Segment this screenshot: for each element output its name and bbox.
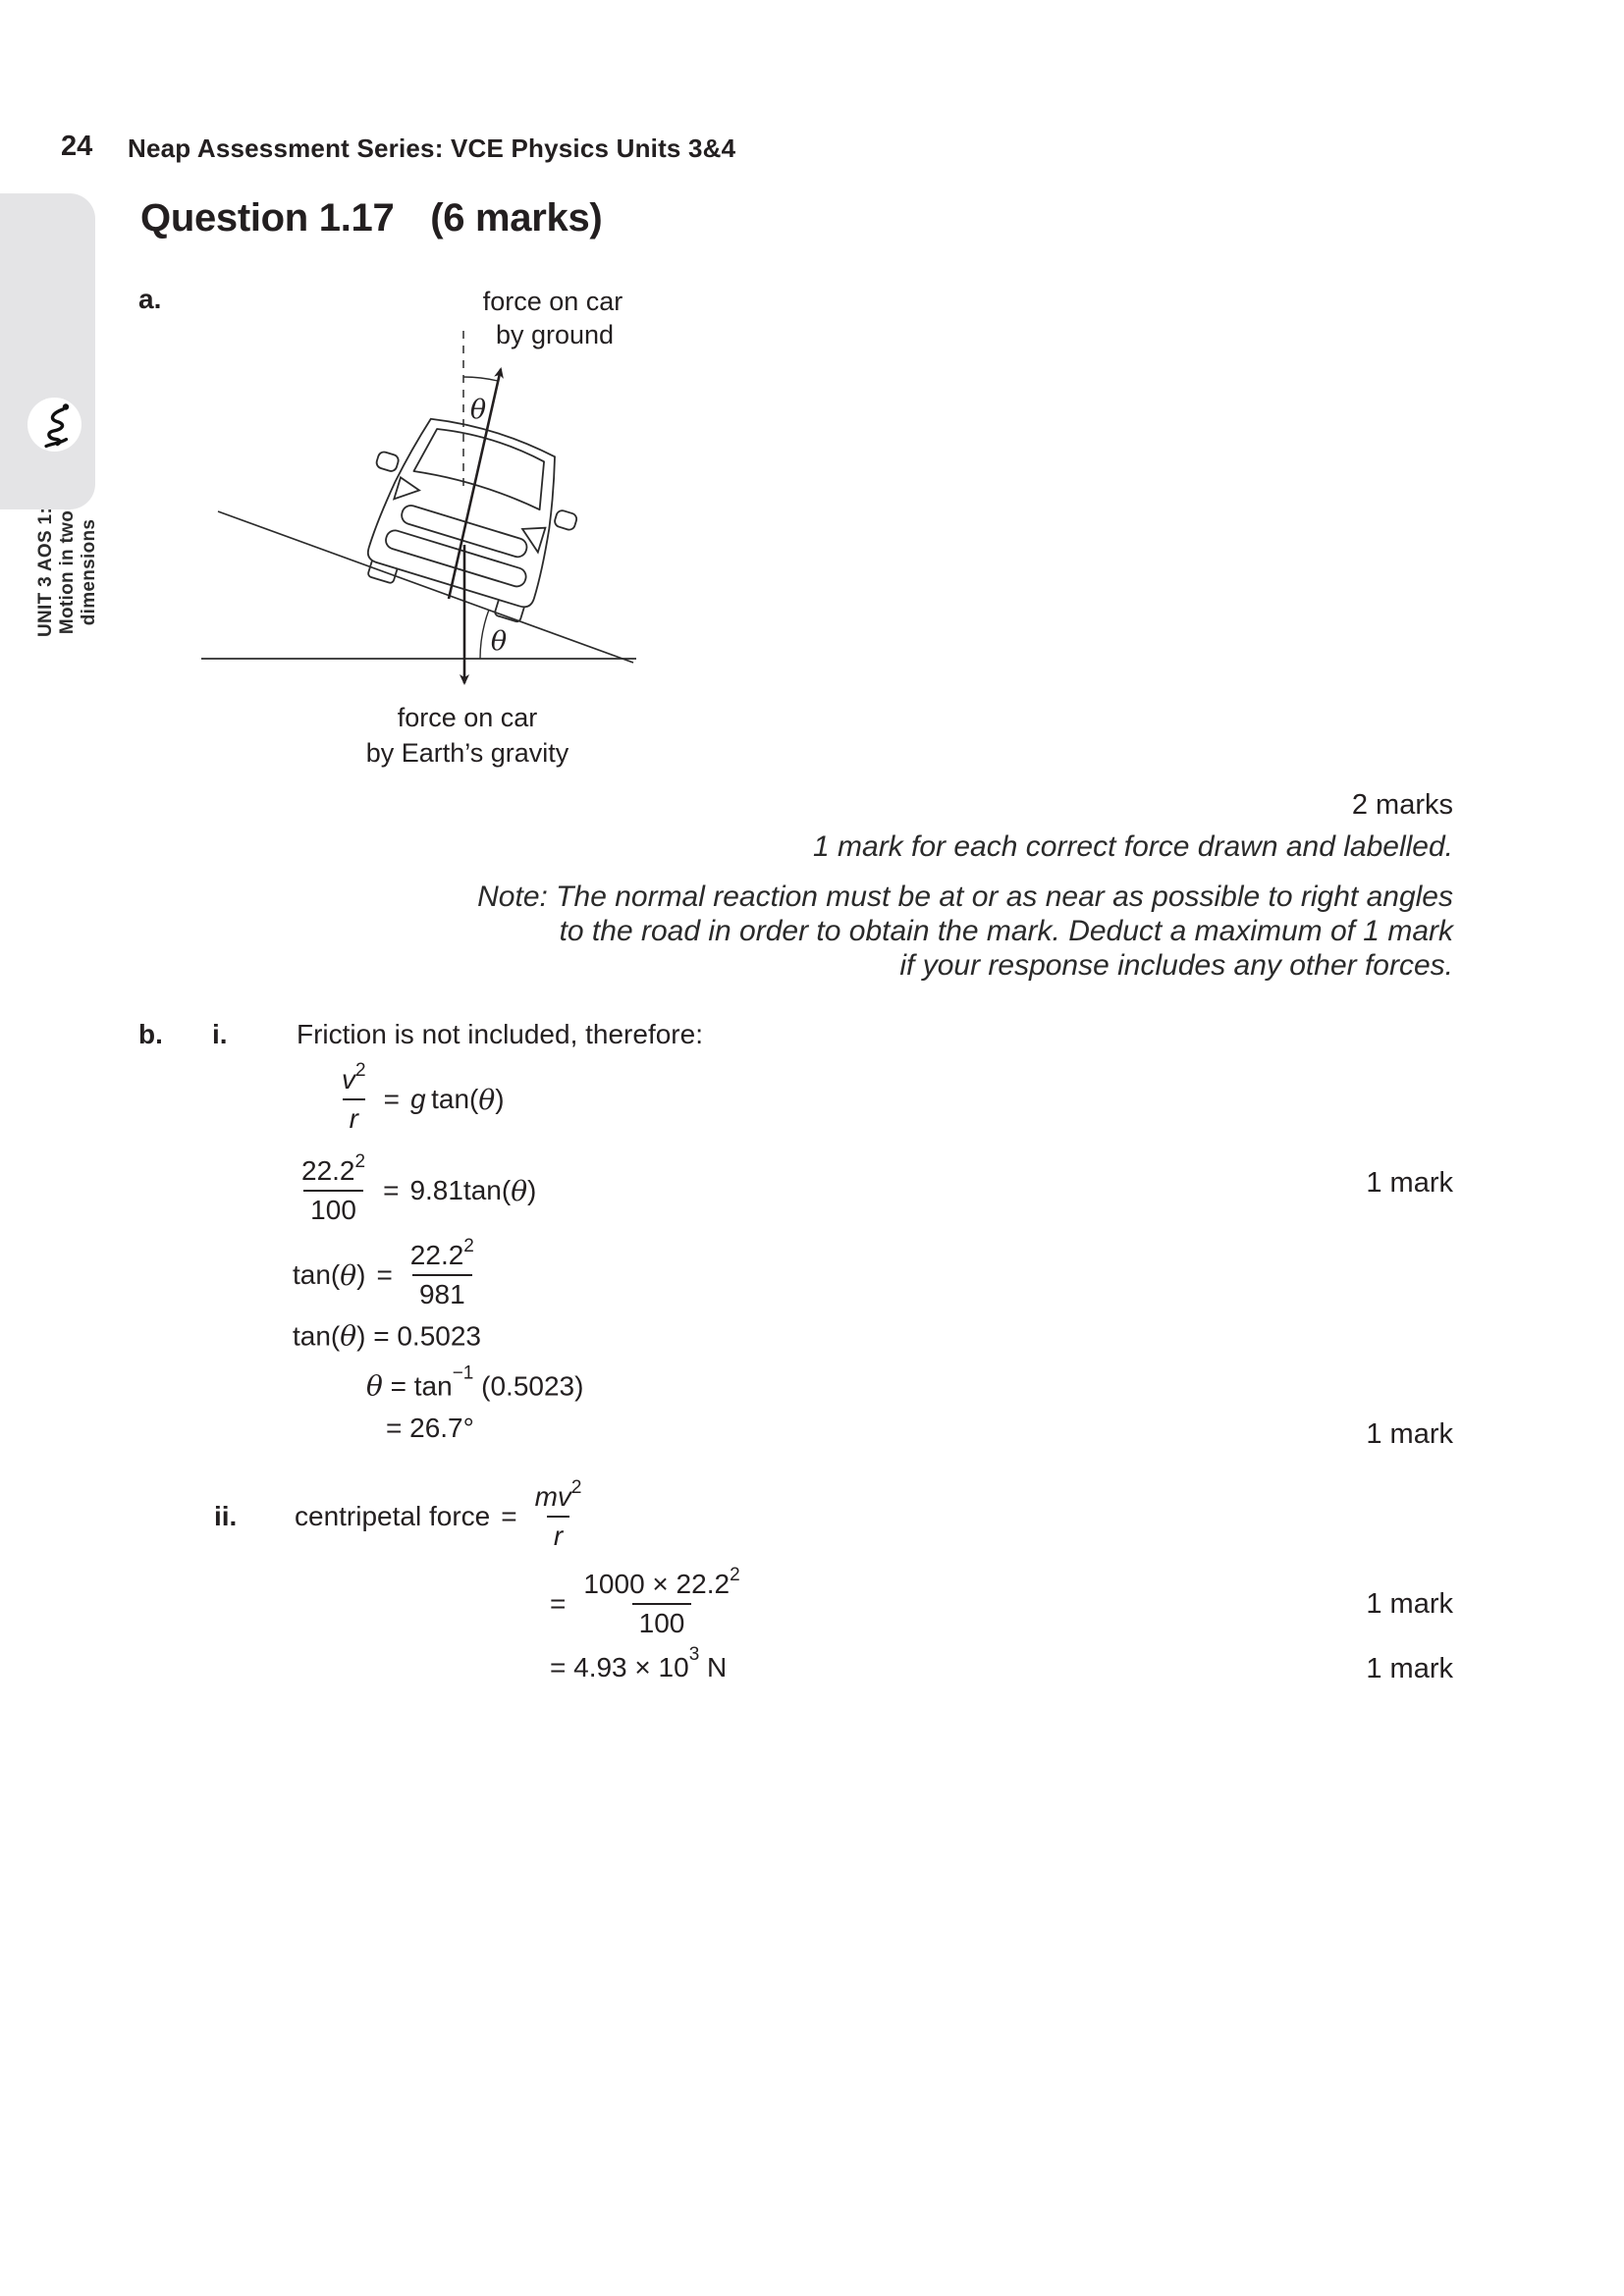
car-left-mirror <box>375 451 400 472</box>
marking-note-line1: Note: The normal reaction must be at or as near as possible to right angles <box>477 881 1453 913</box>
marking-guide-line: 1 mark for each correct force drawn and labelled. <box>813 830 1453 863</box>
lower-angle-arc <box>480 610 489 659</box>
equation-22-2-over-100: $\frac{22.2^2}{100}$ = 9.81 tan( θ ) <box>301 1151 537 1225</box>
car-front-view <box>344 401 594 629</box>
part-b-label: b. <box>138 1019 163 1049</box>
marking-note <box>477 880 1453 983</box>
upper-angle-arc <box>463 377 498 381</box>
equation-force-result: = 4.93 × 10 3 N <box>550 1644 728 1682</box>
gravity-label-line2: by Earth’s gravity <box>365 738 569 768</box>
running-header: Neap Assessment Series: VCE Physics Units 3&4 <box>128 133 736 163</box>
mark-label-3: 1 mark <box>1366 1588 1453 1620</box>
question-marks: (6 marks) <box>430 196 603 240</box>
question-number: Question 1.17 <box>140 196 395 240</box>
question-title <box>140 196 602 240</box>
equation-centripetal-force: centripetal force = $\frac{mv^2}{r}$ <box>295 1477 582 1551</box>
unit-tab-line1: UNIT 3 AOS 1: <box>35 507 56 637</box>
mark-label-1: 1 mark <box>1366 1167 1453 1199</box>
unit-tab-label <box>35 454 99 690</box>
part-b-i-label: i. <box>212 1019 228 1049</box>
lower-theta-symbol: θ <box>490 626 508 657</box>
marking-note-line3: if your response includes any other forces. <box>899 949 1453 982</box>
marking-note-line2: to the road in order to obtain the mark. Deduct a maximum of 1 mark <box>559 915 1453 947</box>
unit-tab-badge <box>27 398 81 452</box>
equation-v2-over-r: $\frac{v^2}{r}$ = g tan( θ ) <box>342 1060 505 1134</box>
part-b-ii-label: ii. <box>214 1501 238 1531</box>
page-number: 24 <box>61 131 93 162</box>
mark-label-4: 1 mark <box>1366 1653 1453 1684</box>
equation-tan-theta-frac: tan( θ ) = $\frac{22.2^2}{981}$ <box>293 1236 474 1309</box>
equation-tan-theta-value: tan( θ ) = 0.5023 <box>293 1319 481 1353</box>
normal-force-label-line1: force on car <box>482 287 623 316</box>
equation-theta-result: = 26.7° <box>386 1413 474 1443</box>
force-diagram <box>147 265 658 785</box>
mark-label-2: 1 mark <box>1366 1418 1453 1450</box>
car-right-mirror <box>554 509 578 531</box>
upper-theta-symbol: θ <box>469 395 487 425</box>
unit-tab-line2: Motion in two dimensions <box>57 509 99 635</box>
normal-force-label-line2: by ground <box>495 320 615 349</box>
part-a-label: a. <box>138 284 162 314</box>
part-a-total-marks: 2 marks <box>1351 789 1453 821</box>
equation-theta-arctan: θ = tan −1 (0.5023) <box>366 1362 584 1403</box>
motion-squiggle-icon <box>27 398 81 452</box>
equation-force-substitution: = $\frac{1000 \times 22.2^2}{100}$ <box>550 1565 740 1638</box>
gravity-label-line1: force on car <box>397 703 538 732</box>
part-b-i-intro: Friction is not included, therefore: <box>297 1019 703 1049</box>
unit-tab <box>0 193 99 637</box>
